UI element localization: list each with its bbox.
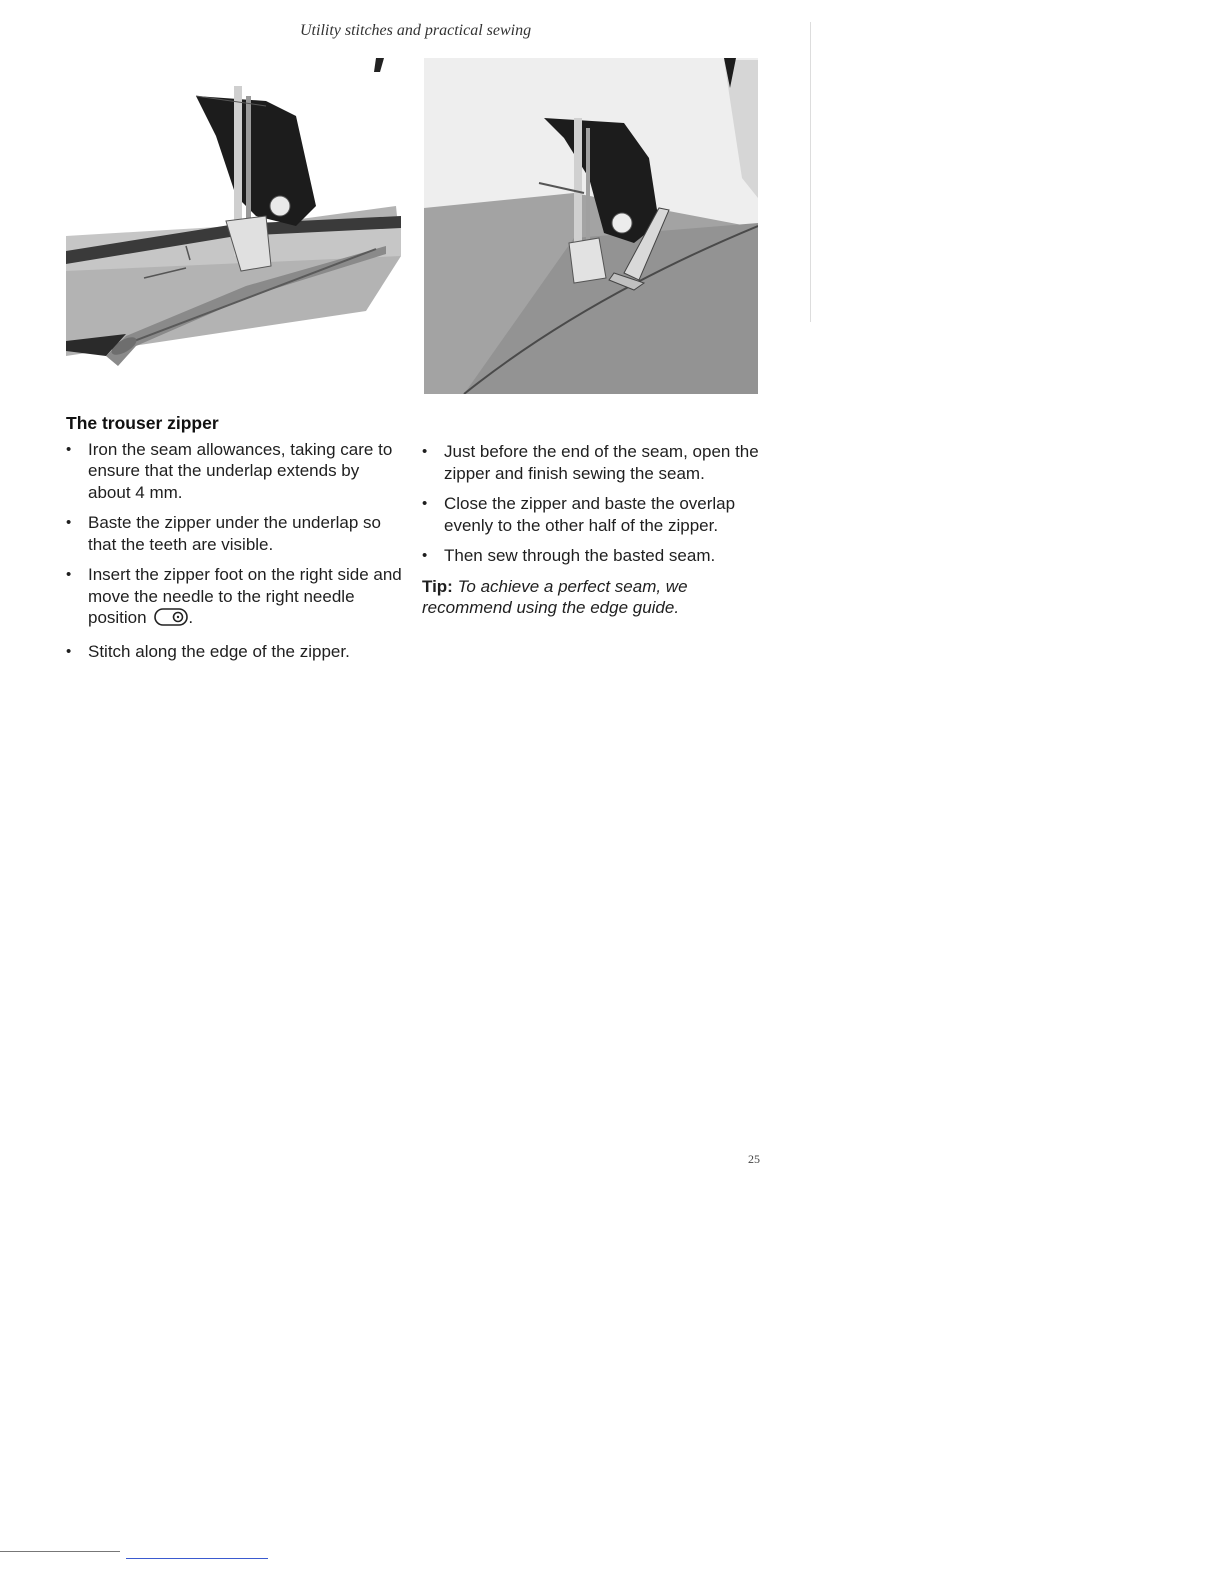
list-item: [422, 545, 767, 567]
bullet-text: Then sew through the basted seam.: [444, 546, 716, 565]
left-column: [66, 413, 406, 671]
tip-text: To achieve a perfect seam, we recommend using the edge guide.: [422, 576, 688, 617]
bullet-icon: •: [66, 642, 72, 660]
scan-artifact-line: [0, 1551, 120, 1552]
section-title: The trouser zipper: [66, 413, 219, 433]
zipper-sewing-photo-left: [66, 56, 402, 382]
bullet-text: Stitch along the edge of the zipper.: [88, 641, 350, 661]
right-needle-position-icon: [154, 608, 188, 632]
bullet-icon: •: [422, 443, 428, 460]
right-bullet-list: [422, 441, 767, 567]
bullet-text: Close the zipper and baste the overlap evenly to the other half of the zipper.: [444, 494, 736, 535]
list-item: [66, 564, 406, 632]
bullet-suffix: .: [188, 608, 194, 627]
scan-artifact-line: [126, 1558, 268, 1559]
scan-edge-mark: [810, 22, 811, 322]
list-item: [66, 512, 406, 555]
bullet-text: Iron the seam allowances, taking care to ensure that the underlap extends by about 4 mm.: [88, 439, 393, 502]
list-item: [422, 493, 767, 536]
bullet-icon: •: [66, 440, 72, 458]
bullet-text: Insert the zipper foot on the right side and move the needle to the right needle position: [88, 565, 402, 627]
list-item: [66, 439, 406, 504]
left-bullet-list: [66, 439, 406, 663]
bullet-icon: •: [422, 547, 428, 564]
bullet-text: Just before the end of the seam, open the zipper and finish sewing the seam.: [444, 442, 759, 483]
bullet-icon: •: [422, 495, 428, 512]
bullet-icon: •: [66, 514, 72, 531]
right-column: [422, 441, 767, 636]
list-item: [422, 441, 767, 484]
tip-paragraph: [422, 576, 767, 619]
running-head: Utility stitches and practical sewing: [300, 22, 532, 39]
tip-label: Tip:: [422, 576, 453, 596]
page-number: 25: [748, 1152, 760, 1166]
edge-guide-sewing-photo-right: [424, 58, 758, 394]
bullet-text: Baste the zipper under the underlap so that the teeth are visible.: [88, 513, 381, 554]
bullet-icon: •: [66, 566, 72, 583]
list-item: [66, 641, 406, 663]
